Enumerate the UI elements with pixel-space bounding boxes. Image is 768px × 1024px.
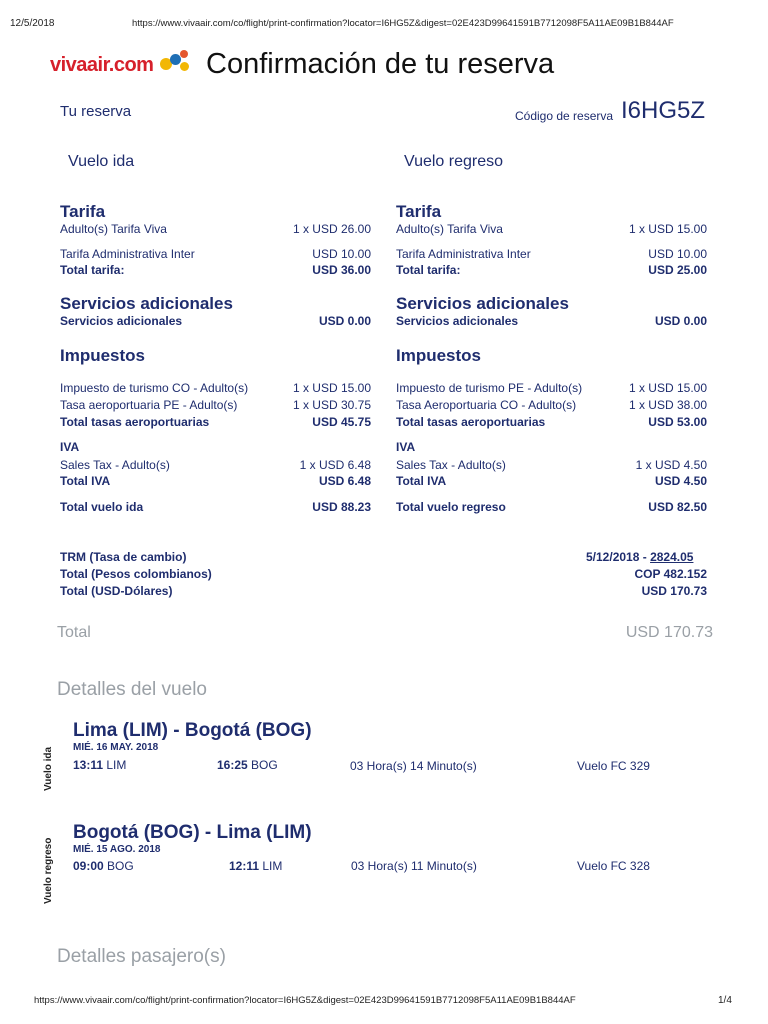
outbound-tax-row-2-value: 1 x USD 30.75 <box>292 398 371 412</box>
print-url-bottom: https://www.vivaair.com/co/flight/print-confirmation?locator=I6HG5Z&digest=02E423D99641591B7712098F5A11AE09B1B844AF <box>34 995 576 1006</box>
return-services-title: Servicios adicionales <box>396 294 569 313</box>
return-total-value: USD 82.50 <box>648 500 707 514</box>
flight-1-side-label: Vuelo ida <box>43 746 54 791</box>
return-fare-row-1-value: 1 x USD 15.00 <box>628 222 707 236</box>
trm-date: 5/12/2018 - <box>586 550 651 564</box>
outbound-fare-row-1-value: 1 x USD 26.00 <box>292 222 371 236</box>
page-title: Confirmación de tu reserva <box>206 48 555 80</box>
vivaair-logo: vivaair.com <box>50 54 154 76</box>
flight-2-side-label: Vuelo regreso <box>43 837 54 904</box>
outbound-total-label: Total vuelo ida <box>60 500 144 514</box>
outbound-taxes-title: Impuestos <box>60 346 146 365</box>
outbound-fare-total-value: USD 36.00 <box>312 263 371 277</box>
return-fare-total-value: USD 25.00 <box>648 263 707 277</box>
outbound-tax-total-label: Total tasas aeroportuarias <box>60 415 210 429</box>
outbound-fare-title: Tarifa <box>60 202 106 221</box>
return-total-label: Total vuelo regreso <box>396 500 506 514</box>
flight-2-arr-code: LIM <box>262 859 283 873</box>
trm-label: TRM (Tasa de cambio) <box>60 550 187 564</box>
trm-rate: 2824.05 <box>650 550 694 564</box>
outbound-services-title: Servicios adicionales <box>60 294 233 313</box>
return-fare-row-2-value: USD 10.00 <box>648 247 707 261</box>
flight-1-dep-code: LIM <box>106 758 127 772</box>
outbound-tax-row-2-label: Tasa aeroportuaria PE - Adulto(s) <box>60 398 238 412</box>
flight-1-arr-time: 16:25 <box>217 758 248 772</box>
outbound-iva-total-value: USD 6.48 <box>318 474 371 488</box>
return-tax-row-1-label: Impuesto de turismo PE - Adulto(s) <box>396 381 583 395</box>
return-services-value: USD 0.00 <box>654 314 707 328</box>
return-iva-label: Sales Tax - Adulto(s) <box>396 458 506 472</box>
outbound-fare-row-2-value: USD 10.00 <box>312 247 371 261</box>
outbound-iva-total-label: Total IVA <box>60 474 111 488</box>
return-tax-row-1-value: 1 x USD 15.00 <box>628 381 707 395</box>
flight-2-arrival <box>229 859 282 873</box>
return-heading: Vuelo regreso <box>404 153 504 170</box>
return-fare-title: Tarifa <box>396 202 442 221</box>
return-tax-total-value: USD 53.00 <box>648 415 707 429</box>
booking-code: I6HG5Z <box>621 97 706 124</box>
return-fare-row-2-label: Tarifa Administrativa Inter <box>396 247 531 261</box>
outbound-tax-total-value: USD 45.75 <box>312 415 371 429</box>
return-fare-row-1-label: Adulto(s) Tarifa Viva <box>396 222 503 236</box>
flight-1-date: MIÉ. 16 MAY. 2018 <box>73 742 159 753</box>
your-booking-label: Tu reserva <box>60 103 132 120</box>
outbound-fare-total-label: Total tarifa: <box>60 263 125 277</box>
outbound-iva-label: Sales Tax - Adulto(s) <box>60 458 170 472</box>
cop-total-label: Total (Pesos colombianos) <box>60 567 212 581</box>
passenger-details-title: Detalles pasajero(s) <box>57 946 226 967</box>
return-iva-value: 1 x USD 4.50 <box>635 458 707 472</box>
return-tax-row-2-label: Tasa Aeroportuaria CO - Adulto(s) <box>396 398 577 412</box>
flight-2-dep-code: BOG <box>107 859 134 873</box>
print-url-top: https://www.vivaair.com/co/flight/print-confirmation?locator=I6HG5Z&digest=02E423D99641591B7712098F5A11AE09B1B844AF <box>132 18 674 29</box>
flight-1-number: Vuelo FC 329 <box>577 759 650 773</box>
outbound-services-value: USD 0.00 <box>318 314 371 328</box>
logo-dots-icon <box>160 50 196 74</box>
flight-details-title: Detalles del vuelo <box>57 679 207 700</box>
return-iva-title: IVA <box>396 440 416 454</box>
outbound-services-label: Servicios adicionales <box>60 314 183 328</box>
flight-1-dep-time: 13:11 <box>73 758 104 772</box>
outbound-heading: Vuelo ida <box>68 153 135 170</box>
flight-2-dep-time: 09:00 <box>73 859 104 873</box>
outbound-total-value: USD 88.23 <box>312 500 371 514</box>
outbound-fare-row-1-label: Adulto(s) Tarifa Viva <box>60 222 167 236</box>
flight-2-number: Vuelo FC 328 <box>577 859 650 873</box>
trm-value <box>586 550 693 564</box>
flight-1-duration: 03 Hora(s) 14 Minuto(s) <box>350 759 477 773</box>
return-taxes-title: Impuestos <box>396 346 482 365</box>
outbound-iva-value: 1 x USD 6.48 <box>299 458 371 472</box>
flight-1-arr-code: BOG <box>251 758 278 772</box>
flight-2-date: MIÉ. 15 AGO. 2018 <box>73 844 161 855</box>
flight-2-departure <box>73 859 134 873</box>
total-value: USD 170.73 <box>625 624 713 641</box>
usd-total-label: Total (USD-Dólares) <box>60 584 173 598</box>
flight-2-duration: 03 Hora(s) 11 Minuto(s) <box>351 859 477 873</box>
cop-total-value: COP 482.152 <box>634 567 707 581</box>
flight-1-route: Lima (LIM) - Bogotá (BOG) <box>73 720 312 741</box>
return-tax-total-label: Total tasas aeroportuarias <box>396 415 546 429</box>
booking-code-label: Código de reserva <box>515 109 614 123</box>
outbound-tax-row-1-label: Impuesto de turismo CO - Adulto(s) <box>60 381 249 395</box>
total-label: Total <box>57 624 91 641</box>
return-services-label: Servicios adicionales <box>396 314 519 328</box>
flight-2-route: Bogotá (BOG) - Lima (LIM) <box>73 822 312 843</box>
print-date: 12/5/2018 <box>10 18 55 29</box>
usd-total-value: USD 170.73 <box>641 584 707 598</box>
outbound-tax-row-1-value: 1 x USD 15.00 <box>292 381 371 395</box>
outbound-iva-title: IVA <box>60 440 80 454</box>
print-page-number: 1/4 <box>718 995 732 1006</box>
flight-1-arrival <box>217 758 278 772</box>
return-tax-row-2-value: 1 x USD 38.00 <box>628 398 707 412</box>
return-iva-total-value: USD 4.50 <box>654 474 707 488</box>
return-fare-total-label: Total tarifa: <box>396 263 461 277</box>
flight-1-departure <box>73 758 126 772</box>
outbound-fare-row-2-label: Tarifa Administrativa Inter <box>60 247 195 261</box>
return-iva-total-label: Total IVA <box>396 474 447 488</box>
flight-2-arr-time: 12:11 <box>229 859 260 873</box>
